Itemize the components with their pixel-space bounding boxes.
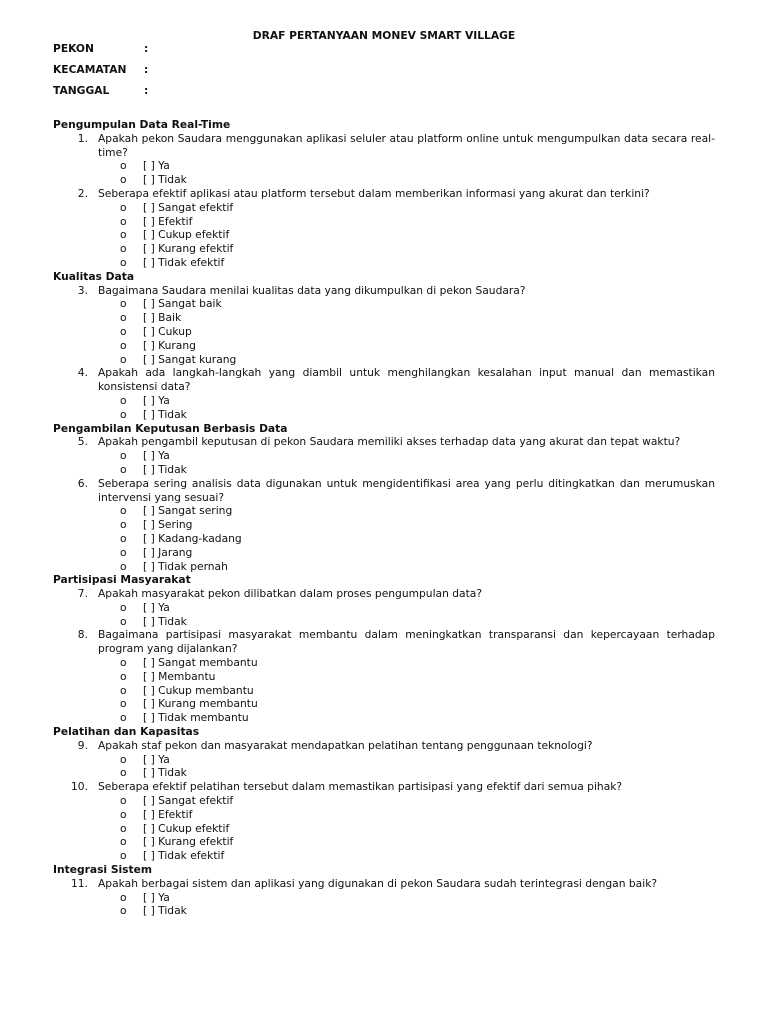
field-separator: :: [144, 63, 149, 76]
option-label: [ ] Cukup efektif: [143, 821, 230, 835]
question-text: Apakah masyarakat pekon dilibatkan dalam proses pengumpulan data?: [98, 587, 483, 601]
field-label: KECAMATAN: [53, 63, 127, 76]
bullet-icon: o: [120, 600, 127, 614]
bullet-icon: o: [120, 173, 127, 187]
question-number: 5.: [77, 435, 88, 449]
bullet-icon: o: [120, 531, 127, 545]
question-number: 4.: [77, 366, 88, 380]
option-label: [ ] Sangat efektif: [143, 794, 234, 808]
bullet-icon: o: [120, 835, 127, 849]
question-text: Apakah ada langkah-langkah yang diambil untuk menghilangkan kesalahan input manual dan memastikan konsistensi data?: [98, 366, 715, 394]
option-label: [ ] Ya: [143, 890, 170, 904]
answer-option[interactable]: [53, 463, 715, 477]
option-label: [ ] Tidak: [143, 766, 187, 780]
option-label: [ ] Cukup efektif: [143, 228, 230, 242]
option-label: [ ] Efektif: [143, 214, 193, 228]
question-number: 2.: [77, 186, 88, 200]
bullet-icon: o: [120, 752, 127, 766]
option-label: [ ] Ya: [143, 600, 170, 614]
answer-option[interactable]: [53, 532, 715, 546]
answer-option[interactable]: [53, 201, 715, 215]
field-label: PEKON: [53, 42, 94, 55]
option-label: [ ] Ya: [143, 449, 170, 463]
section-heading: Kualitas Data: [53, 269, 135, 283]
question-number: 7.: [77, 587, 88, 601]
answer-option[interactable]: [53, 408, 715, 422]
question-text: Apakah staf pekon dan masyarakat mendapatkan pelatihan tentang penggunaan teknologi?: [98, 738, 593, 752]
option-label: [ ] Tidak efektif: [143, 255, 225, 269]
question-number: 8.: [77, 628, 88, 642]
bullet-icon: o: [120, 669, 127, 683]
answer-option[interactable]: [53, 670, 715, 684]
option-label: [ ] Efektif: [143, 807, 193, 821]
option-label: [ ] Sangat efektif: [143, 200, 234, 214]
question-text: Apakah pekon Saudara menggunakan aplikasi seluler atau platform online untuk mengumpulkan data secara real-time?: [98, 131, 715, 159]
bullet-icon: o: [120, 200, 127, 214]
option-label: [ ] Tidak: [143, 462, 187, 476]
bullet-icon: o: [120, 807, 127, 821]
bullet-icon: o: [120, 559, 127, 573]
option-label: [ ] Tidak: [143, 904, 187, 918]
question-text: Seberapa efektif aplikasi atau platform tersebut dalam memberikan informasi yang akurat dan terkini?: [98, 186, 650, 200]
bullet-icon: o: [120, 849, 127, 863]
bullet-icon: o: [120, 462, 127, 476]
question-item: [53, 366, 715, 394]
option-label: [ ] Sangat membantu: [143, 656, 258, 670]
option-label: [ ] Tidak: [143, 173, 187, 187]
option-label: [ ] Sangat sering: [143, 504, 233, 518]
bullet-icon: o: [120, 697, 127, 711]
answer-option[interactable]: [53, 835, 715, 849]
question-item: [53, 187, 715, 201]
bullet-icon: o: [120, 614, 127, 628]
answer-option[interactable]: [53, 794, 715, 808]
answer-option[interactable]: [53, 353, 715, 367]
answer-option[interactable]: [53, 697, 715, 711]
question-text: Seberapa sering analisis data digunakan untuk mengidentifikasi area yang perlu ditingkatkan dan merumuskan intervensi yang sesuai?: [98, 476, 715, 504]
field-separator: :: [144, 84, 149, 97]
section-heading: Partisipasi Masyarakat: [53, 573, 191, 587]
bullet-icon: o: [120, 904, 127, 918]
bullet-icon: o: [120, 159, 127, 173]
answer-option[interactable]: [53, 256, 715, 270]
answer-option[interactable]: [53, 504, 715, 518]
bullet-icon: o: [120, 242, 127, 256]
answer-option[interactable]: [53, 615, 715, 629]
bullet-icon: o: [120, 407, 127, 421]
answer-option[interactable]: [53, 601, 715, 615]
option-label: [ ] Sangat baik: [143, 297, 222, 311]
question-item: [53, 780, 715, 794]
bullet-icon: o: [120, 338, 127, 352]
answer-option[interactable]: [53, 325, 715, 339]
question-number: 1.: [77, 131, 88, 145]
question-item: [53, 477, 715, 505]
bullet-icon: o: [120, 214, 127, 228]
bullet-icon: o: [120, 393, 127, 407]
question-item: [53, 587, 715, 601]
bullet-icon: o: [120, 656, 127, 670]
field-label: TANGGAL: [53, 84, 110, 97]
question-item: [53, 284, 715, 298]
bullet-icon: o: [120, 324, 127, 338]
option-label: [ ] Kurang: [143, 338, 196, 352]
answer-option[interactable]: [53, 849, 715, 863]
answer-option[interactable]: [53, 518, 715, 532]
answer-option[interactable]: [53, 656, 715, 670]
bullet-icon: o: [120, 518, 127, 532]
option-label: [ ] Cukup membantu: [143, 683, 254, 697]
question-text: Bagaimana Saudara menilai kualitas data yang dikumpulkan di pekon Saudara?: [98, 283, 526, 297]
question-text: Seberapa efektif pelatihan tersebut dalam memastikan partisipasi yang efektif dari semua pihak?: [98, 780, 623, 794]
question-number: 6.: [77, 476, 88, 490]
answer-option[interactable]: [53, 215, 715, 229]
question-number: 3.: [77, 283, 88, 297]
option-label: [ ] Kurang efektif: [143, 242, 234, 256]
option-label: [ ] Tidak membantu: [143, 711, 249, 725]
question-item: [53, 435, 715, 449]
answer-option[interactable]: [53, 891, 715, 905]
answer-option[interactable]: [53, 173, 715, 187]
answer-option[interactable]: [53, 394, 715, 408]
question-item: [53, 132, 715, 160]
bullet-icon: o: [120, 311, 127, 325]
bullet-icon: o: [120, 794, 127, 808]
bullet-icon: o: [120, 449, 127, 463]
question-number: 10.: [71, 780, 88, 794]
bullet-icon: o: [120, 545, 127, 559]
document-title: DRAF PERTANYAAN MONEV SMART VILLAGE: [252, 29, 516, 42]
option-label: [ ] Tidak: [143, 407, 187, 421]
bullet-icon: o: [120, 228, 127, 242]
bullet-icon: o: [120, 683, 127, 697]
question-item: [53, 739, 715, 753]
questionnaire-body: [53, 118, 715, 918]
answer-option[interactable]: [53, 711, 715, 725]
answer-option[interactable]: [53, 904, 715, 918]
answer-option[interactable]: [53, 822, 715, 836]
question-item: [53, 628, 715, 656]
option-label: [ ] Tidak efektif: [143, 849, 225, 863]
option-label: [ ] Ya: [143, 159, 170, 173]
bullet-icon: o: [120, 352, 127, 366]
option-label: [ ] Tidak: [143, 614, 187, 628]
section-heading: Pengumpulan Data Real-Time: [53, 118, 231, 131]
option-label: [ ] Kurang efektif: [143, 835, 234, 849]
option-label: [ ] Membantu: [143, 669, 216, 683]
option-label: [ ] Kadang-kadang: [143, 531, 242, 545]
answer-option[interactable]: [53, 766, 715, 780]
bullet-icon: o: [120, 766, 127, 780]
option-label: [ ] Ya: [143, 393, 170, 407]
answer-option[interactable]: [53, 242, 715, 256]
bullet-icon: o: [120, 255, 127, 269]
answer-option[interactable]: [53, 546, 715, 560]
question-number: 9.: [77, 738, 88, 752]
question-text: Apakah pengambil keputusan di pekon Saudara memiliki akses terhadap data yang akurat dan tepat waktu?: [98, 435, 681, 449]
answer-option[interactable]: [53, 449, 715, 463]
question-text: Apakah berbagai sistem dan aplikasi yang digunakan di pekon Saudara sudah terintegrasi dengan baik?: [98, 876, 658, 890]
option-label: [ ] Tidak pernah: [143, 559, 228, 573]
answer-option[interactable]: [53, 228, 715, 242]
section-heading: Integrasi Sistem: [53, 863, 153, 877]
field-separator: :: [144, 42, 149, 55]
bullet-icon: o: [120, 297, 127, 311]
answer-option[interactable]: [53, 339, 715, 353]
option-label: [ ] Kurang membantu: [143, 697, 258, 711]
answer-option[interactable]: [53, 297, 715, 311]
answer-option[interactable]: [53, 808, 715, 822]
bullet-icon: o: [120, 890, 127, 904]
bullet-icon: o: [120, 504, 127, 518]
option-label: [ ] Sering: [143, 518, 193, 532]
answer-option[interactable]: [53, 311, 715, 325]
bullet-icon: o: [120, 821, 127, 835]
section-heading: Pelatihan dan Kapasitas: [53, 725, 200, 739]
question-text: Bagaimana partisipasi masyarakat membantu dalam meningkatkan transparansi dan kepercayaan terhadap program yang dijalankan?: [98, 628, 715, 656]
option-label: [ ] Cukup: [143, 324, 192, 338]
question-number: 11.: [71, 876, 88, 890]
option-label: [ ] Baik: [143, 311, 182, 325]
answer-option[interactable]: [53, 684, 715, 698]
answer-option[interactable]: [53, 560, 715, 574]
option-label: [ ] Jarang: [143, 545, 193, 559]
bullet-icon: o: [120, 711, 127, 725]
section-heading: Pengambilan Keputusan Berbasis Data: [53, 421, 288, 435]
answer-option[interactable]: [53, 753, 715, 767]
option-label: [ ] Sangat kurang: [143, 352, 237, 366]
option-label: [ ] Ya: [143, 752, 170, 766]
answer-option[interactable]: [53, 159, 715, 173]
question-item: [53, 877, 715, 891]
